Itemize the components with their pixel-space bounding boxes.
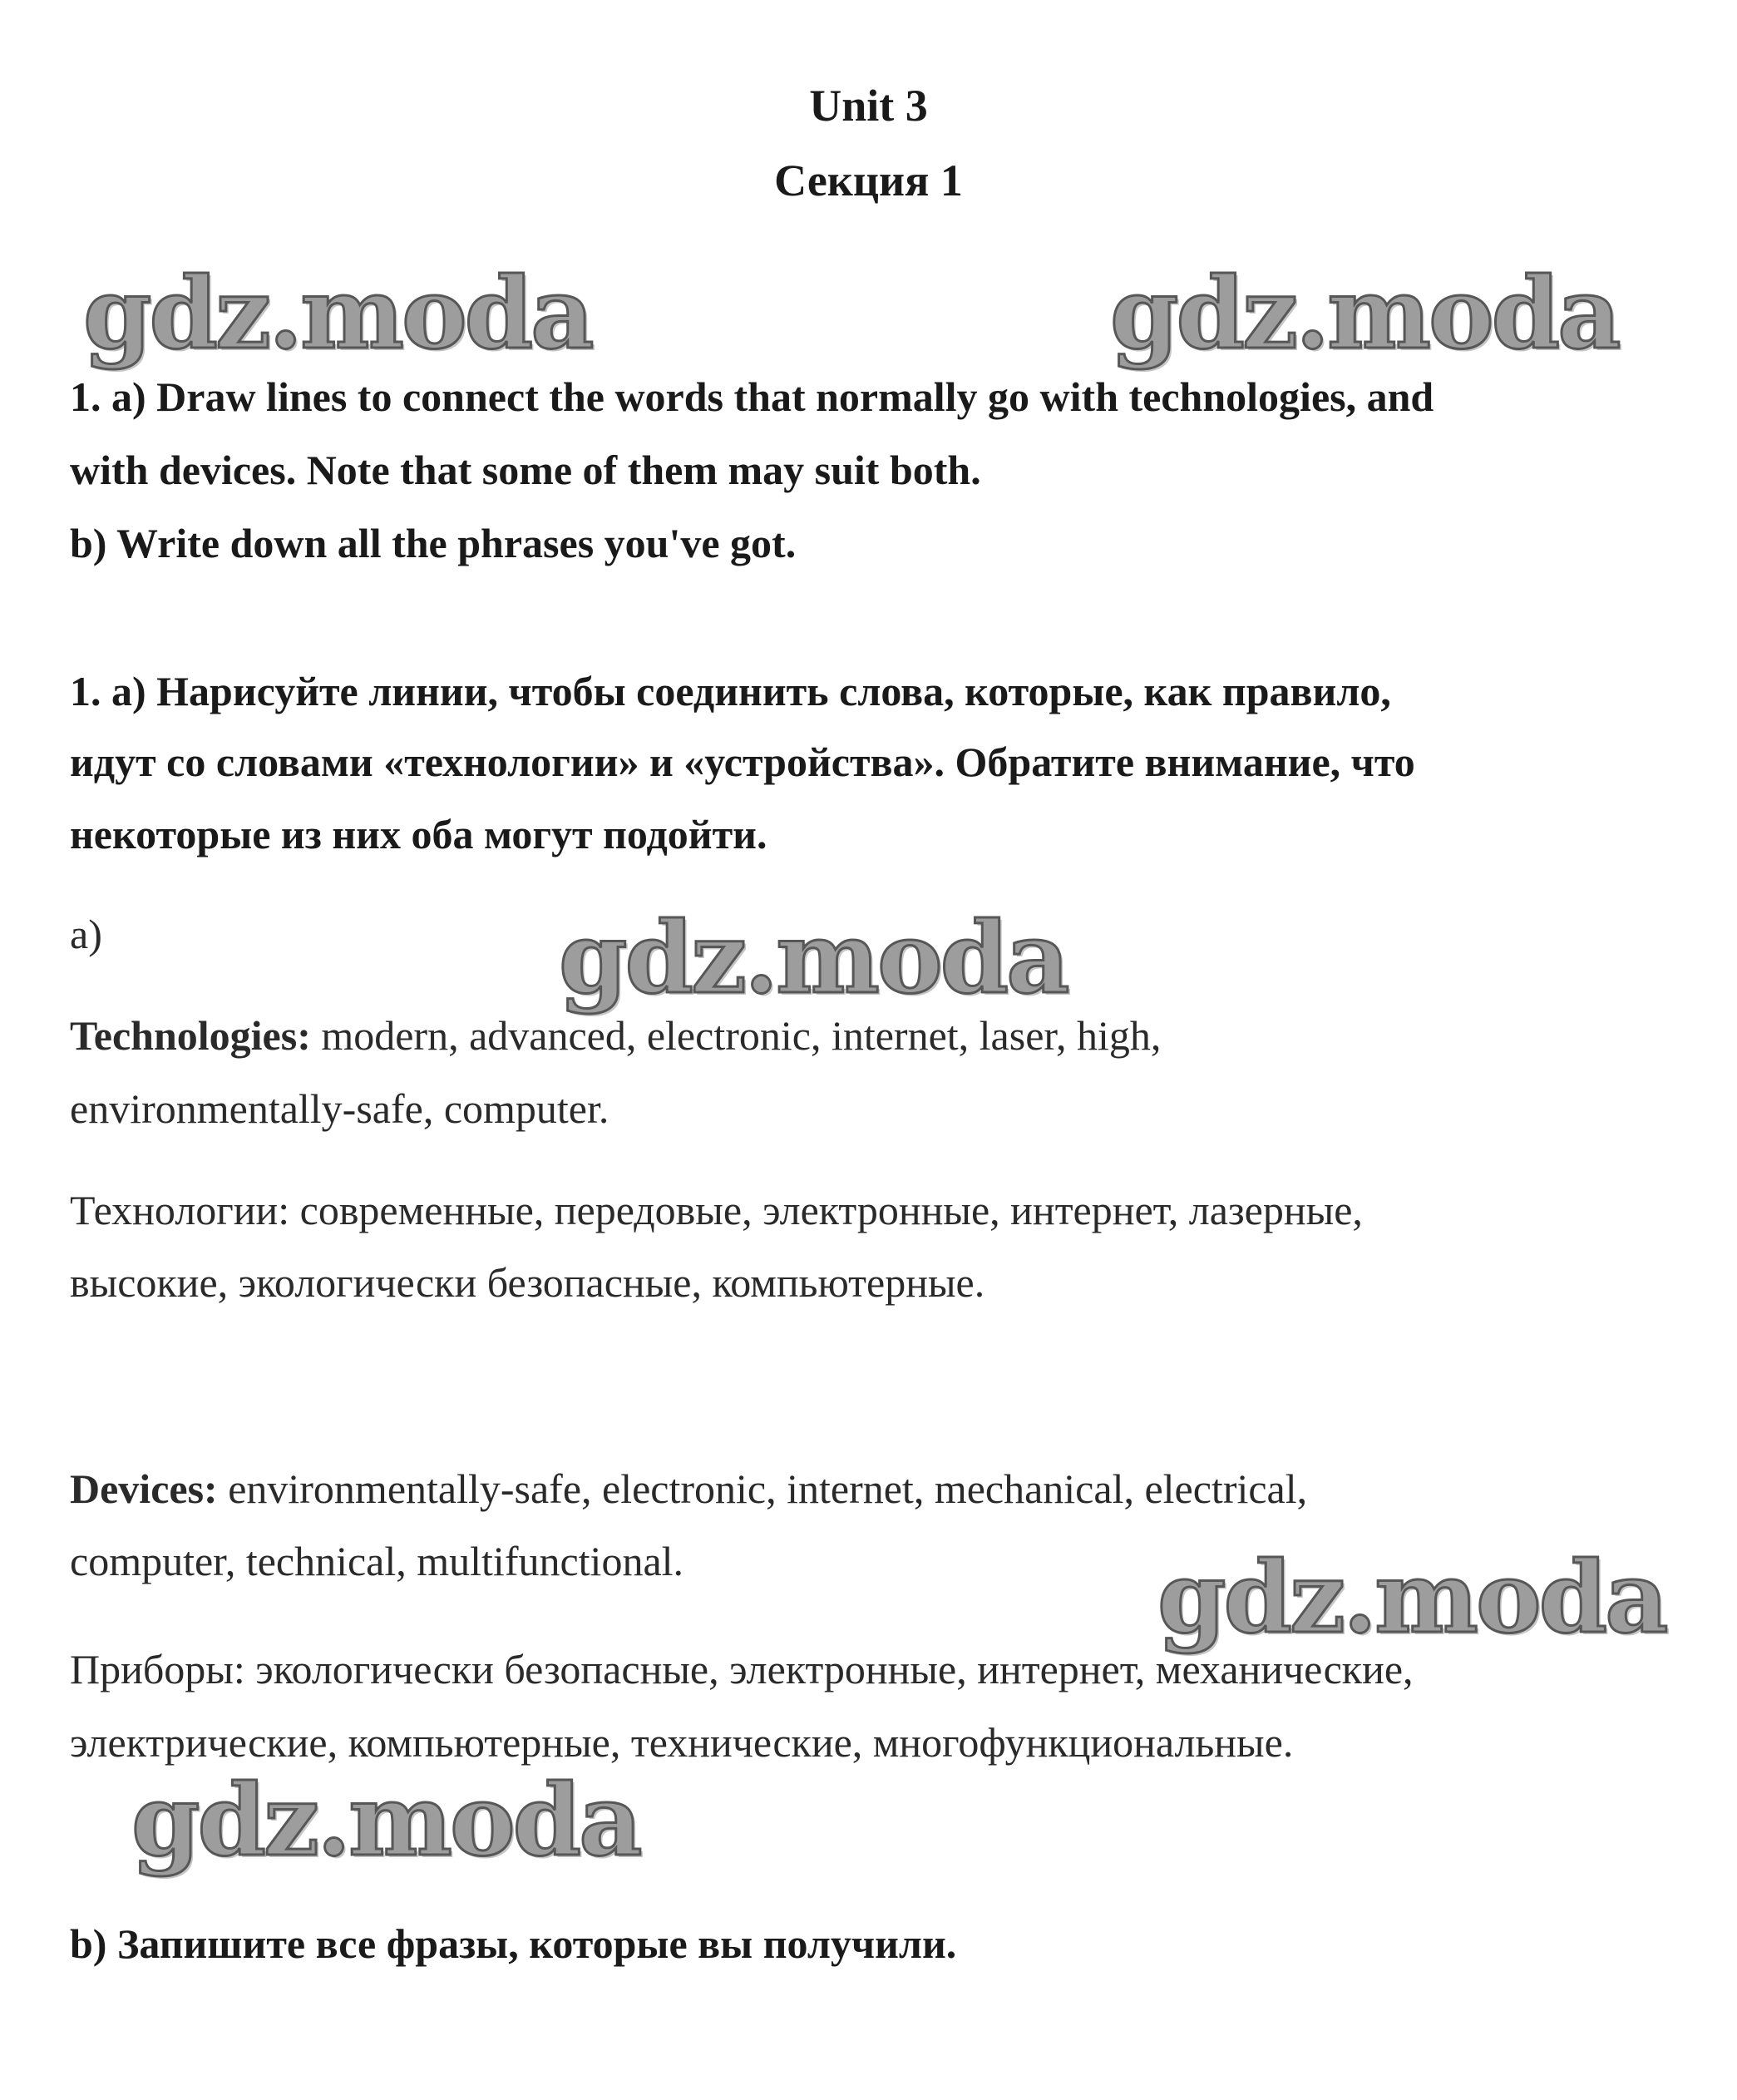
task-en-line2: with devices. Note that some of them may suit both. bbox=[70, 447, 981, 493]
task-ru-line2: идут со словами «технологии» и «устройства». Обратите внимание, что bbox=[70, 739, 1415, 785]
watermark-logo: gdz.moda bbox=[1157, 1539, 1666, 1655]
devices-line1 bbox=[70, 1465, 1308, 1512]
watermark-logo: gdz.moda bbox=[131, 1762, 640, 1878]
watermark-logo: gdz.moda bbox=[559, 900, 1068, 1015]
task-ru-line1: 1. a) Нарисуйте линии, чтобы соединить слова, которые, как правило, bbox=[70, 668, 1391, 714]
unit-title: Unit 3 bbox=[809, 81, 928, 131]
task-ru-line3: некоторые из них оба могут подойти. bbox=[70, 811, 767, 857]
technologies-ru-line2: высокие, экологически безопасные, компьютерные. bbox=[70, 1259, 985, 1306]
technologies-list: modern, advanced, electronic, internet, laser, high, bbox=[310, 1012, 1162, 1059]
technologies-line1 bbox=[70, 1012, 1162, 1059]
devices-label: Devices: bbox=[70, 1465, 218, 1512]
devices-ru-line1: Приборы: экологически безопасные, электронные, интернет, механические, bbox=[70, 1646, 1414, 1692]
devices-list: environmentally-safe, electronic, internet, mechanical, electrical, bbox=[217, 1465, 1308, 1512]
section-title: Секция 1 bbox=[774, 156, 963, 205]
task-en-line3: b) Write down all the phrases you've got. bbox=[70, 520, 797, 566]
watermark-logo: gdz.moda bbox=[83, 255, 592, 371]
answer-b-label: b) Запишите все фразы, которые вы получили. bbox=[70, 1920, 957, 1967]
devices-line2: computer, technical, multifunctional. bbox=[70, 1538, 684, 1584]
technologies-label: Technologies: bbox=[70, 1012, 311, 1059]
answer-a-label: a) bbox=[70, 911, 102, 957]
technologies-ru-line1: Технологии: современные, передовые, электронные, интернет, лазерные, bbox=[70, 1187, 1363, 1233]
devices-ru-line2: электрические, компьютерные, технические, многофункциональные. bbox=[70, 1719, 1294, 1766]
technologies-line2: environmentally-safe, computer. bbox=[70, 1085, 609, 1132]
task-en-line1: 1. a) Draw lines to connect the words that normally go with technologies, and bbox=[70, 373, 1434, 420]
watermark-logo: gdz.moda bbox=[1110, 255, 1619, 371]
